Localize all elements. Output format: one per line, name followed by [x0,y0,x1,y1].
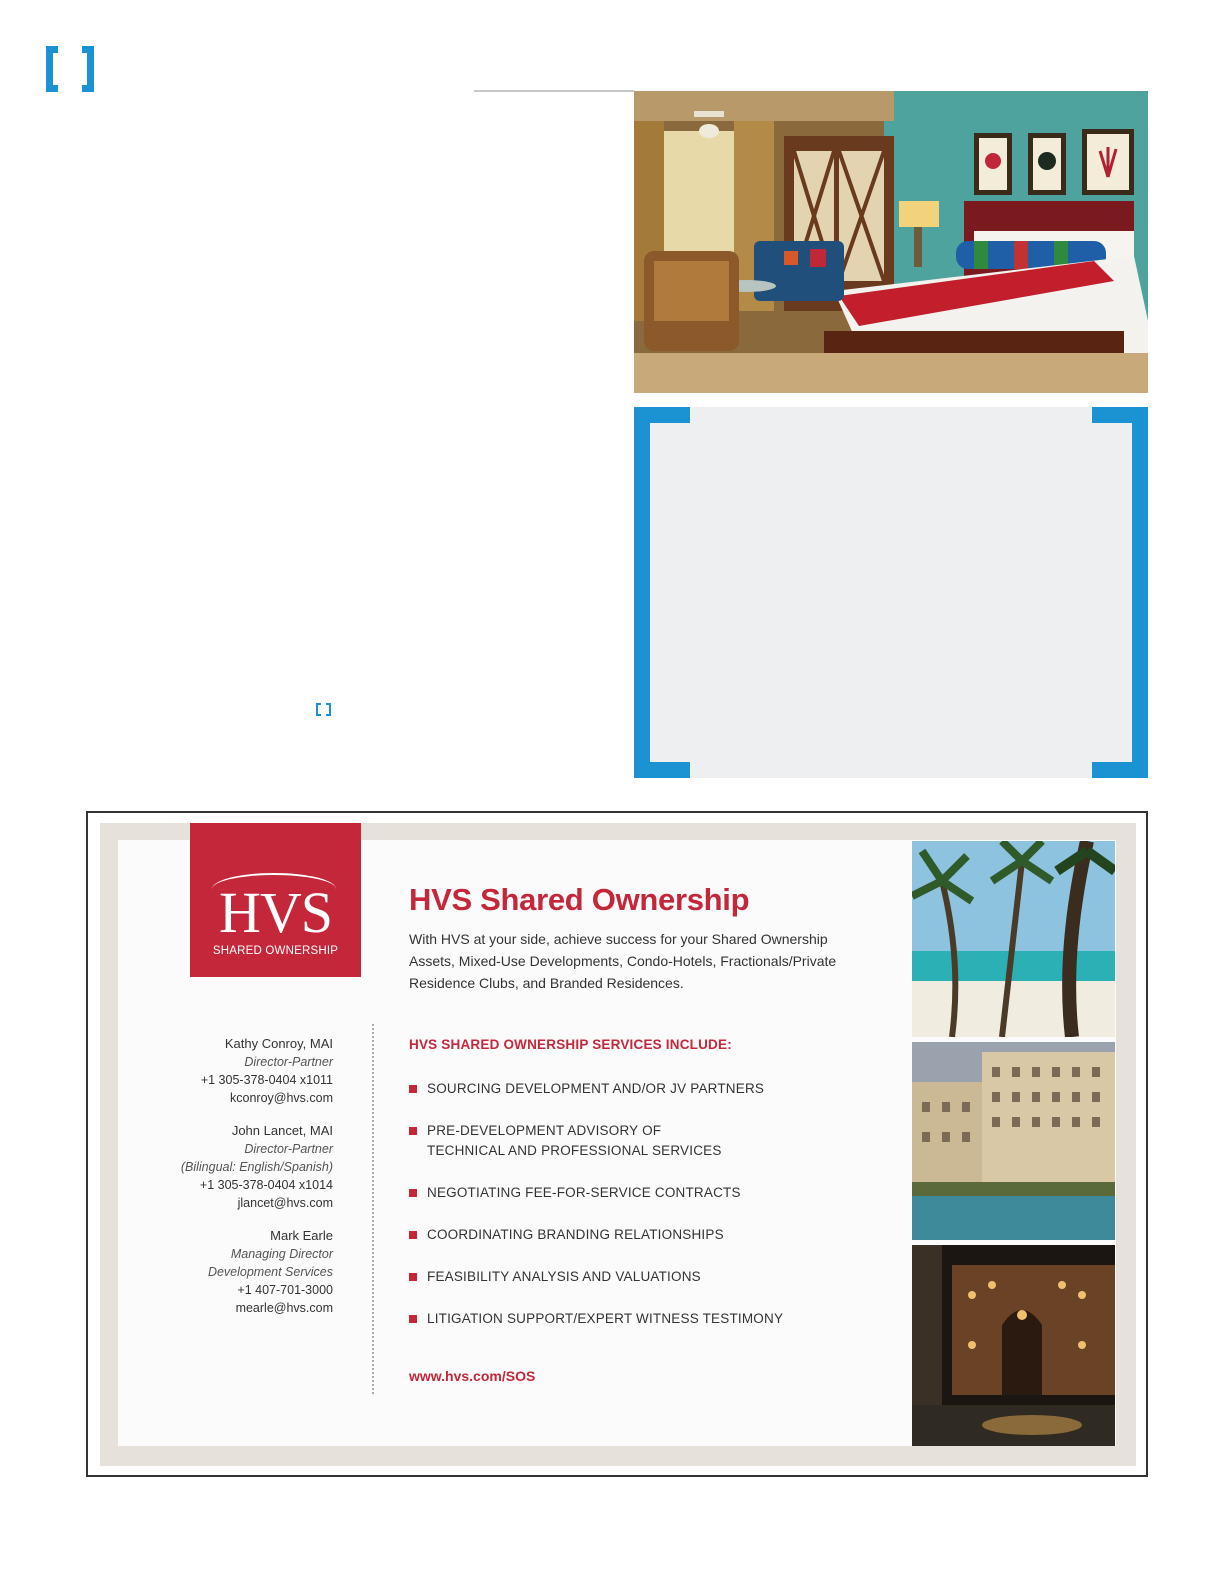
service-text: TECHNICAL AND PROFESSIONAL SERVICES [427,1143,722,1158]
bullet-square-icon [409,1231,417,1239]
contact-title: Director-Partner [244,1055,333,1069]
contact-name: John Lancet, MAI [231,1123,333,1138]
contact-card [150,1035,333,1107]
contact-card [150,1122,333,1212]
contact-phone: +1 305-378-0404 x1011 [200,1073,333,1087]
contact-email[interactable]: jlancet@hvs.com [237,1196,333,1210]
service-text: COORDINATING BRANDING RELATIONSHIPS [427,1227,724,1242]
contact-department: Development Services [207,1265,333,1279]
ad-intro-line: Assets, Mixed-Use Developments, Condo-Hotels, Fractionals/Private [409,953,837,969]
service-text: NEGOTIATING FEE-FOR-SERVICE CONTRACTS [427,1185,741,1200]
contact-email[interactable]: kconroy@hvs.com [230,1091,333,1105]
night-palace-photo [912,1245,1115,1446]
sidebar-box [634,407,1148,778]
contact-title: Managing Director [230,1247,333,1261]
ad-intro-line: Residence Clubs, and Branded Residences. [409,975,684,991]
contact-card [150,1227,333,1317]
bracket-logo-icon [46,46,94,92]
contact-phone: +1 305-378-0404 x1014 [199,1178,333,1192]
ad-url-link[interactable]: www.hvs.com/SOS [409,1368,536,1384]
hvs-logo-tagline: SHARED OWNERSHIP [212,945,339,957]
bullet-square-icon [409,1189,417,1197]
bullet-square-icon [409,1315,417,1323]
service-text: FEASIBILITY ANALYSIS AND VALUATIONS [427,1269,701,1284]
beach-photo [912,841,1115,1037]
resort-hotel-photo [912,1042,1115,1240]
contact-title: Director-Partner [244,1142,333,1156]
service-text: SOURCING DEVELOPMENT AND/OR JV PARTNERS [427,1081,765,1096]
bullet-square-icon [409,1127,417,1135]
hotel-room-photo [634,91,1148,393]
contact-name: Mark Earle [270,1228,333,1243]
contact-list [150,1035,333,1332]
small-bracket-icon [316,703,331,716]
contact-email[interactable]: mearle@hvs.com [235,1301,333,1315]
services-heading: HVS SHARED OWNERSHIP SERVICES INCLUDE: [409,1037,732,1052]
service-text: PRE-DEVELOPMENT ADVISORY OF [427,1123,662,1138]
bullet-square-icon [409,1085,417,1093]
contact-language: (Bilingual: English/Spanish) [180,1160,333,1174]
bullet-square-icon [409,1273,417,1281]
contact-divider [372,1024,374,1394]
contact-phone: +1 407-701-3000 [237,1283,333,1297]
ad-intro [409,928,879,994]
ad-title: HVS Shared Ownership [409,882,750,917]
hvs-logo [190,823,361,977]
service-text: LITIGATION SUPPORT/EXPERT WITNESS TESTIMONY [427,1311,784,1326]
contact-name: Kathy Conroy, MAI [224,1036,333,1051]
header-rule [474,90,634,92]
hvs-wordmark: HVS [218,880,333,945]
ad-intro-line: With HVS at your side, achieve success for your Shared Ownership [409,931,828,947]
